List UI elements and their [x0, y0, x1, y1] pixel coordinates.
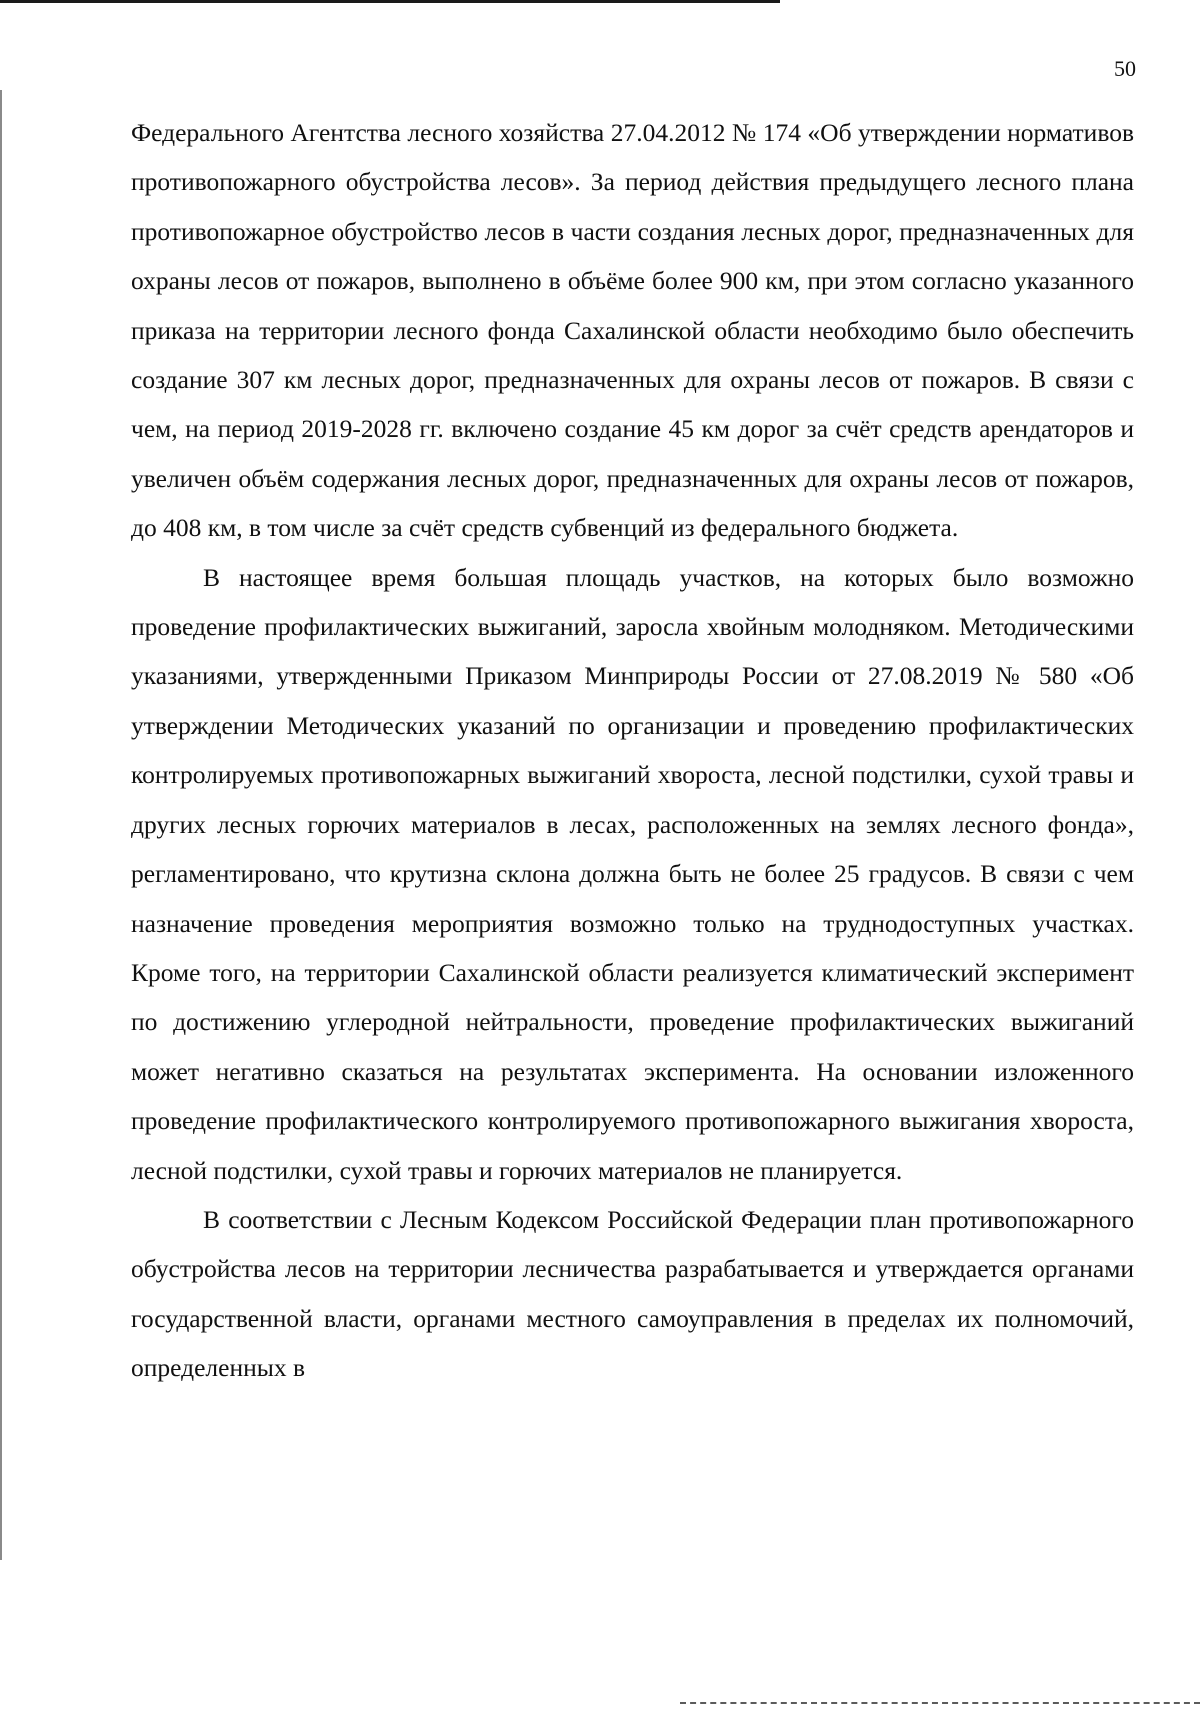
page-number: 50 — [1114, 56, 1136, 81]
document-body — [131, 108, 1134, 1393]
paragraph-3: В соответствии с Лесным Кодексом Российской Федерации план противопожарного обустройства лесов на территории лесничества разрабатывается и утверждается органами государственной власти, органами местного самоуправления в пределах их полномочий, определенных в — [131, 1204, 1134, 1383]
scan-left-edge-line — [0, 90, 2, 1560]
paragraph-2: В настоящее время большая площадь участков, на которых было возможно проведение профилактических выжиганий, заросла хвойным молодняком. Методическими указаниями, утвержденными Приказом Минприроды России от 27.08.2019 № 580 «Об утверждении Методических указаний по организации и проведению профилактических контролируемых противопожарных выжиганий хвороста, лесной подстилки, сухой травы и других лесных горючих материалов в лесах, расположенных на землях лесного фонда», регламентировано, что крутизна склона должна быть не более 25 градусов. В связи с чем назначение проведения мероприятия возможно только на труднодоступных участках. Кроме того, на территории Сахалинской области реализуется климатический эксперимент по достижению углеродной нейтральности, проведение профилактических выжиганий может негативно сказаться на результатах эксперимента. На основании изложенного проведение профилактического контролируемого противопожарного выжигания хвороста, лесной подстилки, сухой травы и горючих материалов не планируется. — [131, 562, 1134, 1185]
paragraph-1: Федерального Агентства лесного хозяйства 27.04.2012 № 174 «Об утверждении нормативов противопожарного обустройства лесов». За период действия предыдущего лесного плана противопожарное обустройство лесов в части создания лесных дорог, предназначенных для охраны лесов от пожаров, выполнено в объёме более 900 км, при этом согласно указанного приказа на территории лесного фонда Сахалинской области необходимо было обеспечить создание 307 км лесных дорог, предназначенных для охраны лесов от пожаров. В связи с чем, на период 2019-2028 гг. включено создание 45 км дорог за счёт средств арендаторов и увеличен объём содержания лесных дорог, предназначенных для охраны лесов от пожаров, до 408 км, в том числе за счёт средств субвенций из федерального бюджета. — [131, 118, 1134, 543]
scan-top-edge-line — [0, 0, 780, 3]
scan-bottom-edge-line — [680, 1702, 1200, 1706]
